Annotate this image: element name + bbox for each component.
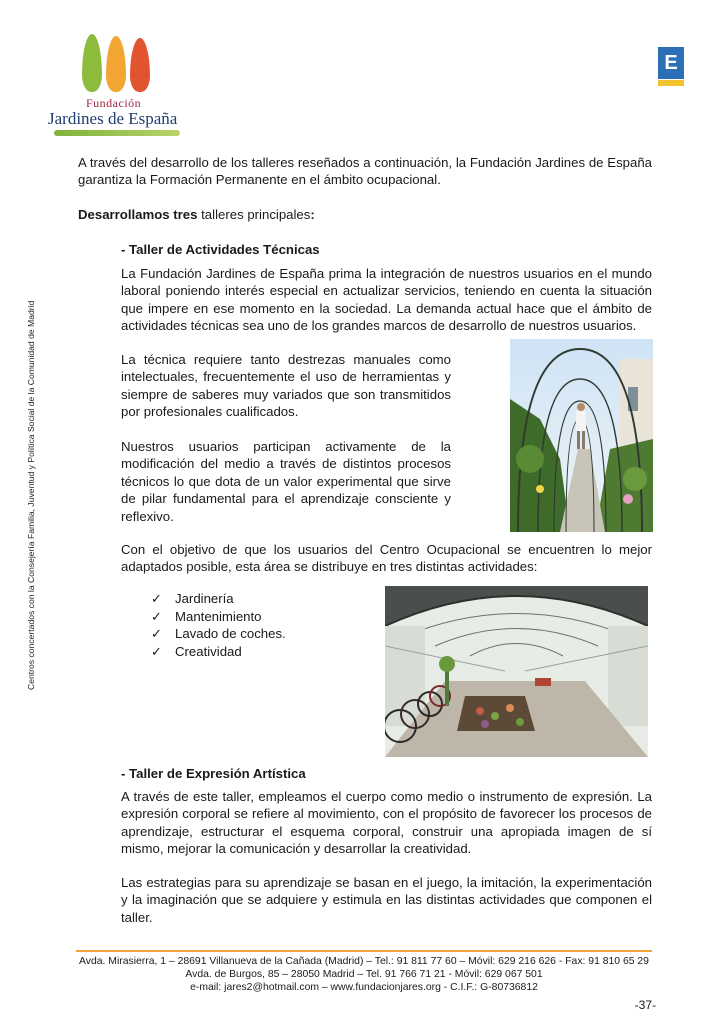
footer-address-2: Avda. de Burgos, 85 – 28050 Madrid – Tel. 91 766 71 21 - Móvil: 629 067 501 [185, 969, 543, 980]
excellence-badge-strip [658, 80, 684, 86]
check-icon: ✓ [151, 608, 162, 624]
foundation-logo [48, 34, 188, 142]
list-item [151, 608, 351, 626]
three-workshops-colon: : [310, 207, 315, 222]
check-icon: ✓ [151, 591, 162, 606]
check-icon: ✓ [151, 626, 162, 641]
three-workshops-line [78, 206, 652, 223]
activities-list [151, 590, 351, 660]
section1-paragraph3: Nuestros usuarios participan activamente de la modificación del medio a través de distintos procesos técnicos lo que dota de un valor experimental que sirve de pilar fundamental para el aprendizaje consciente y reflexivo. [121, 439, 451, 524]
three-workshops-normal: talleres principales [197, 207, 311, 222]
footer-contact: e-mail: jares2@hotmail.com – www.fundacionjares.org - C.I.F.: G-80736812 [190, 982, 538, 993]
section1-paragraph2: La técnica requiere tanto destrezas manuales como intelectuales, frecuentemente el uso de herramientas y siempre de saberes muy variados que son transmitidos por profesionales cualificados. [121, 352, 451, 420]
logo-text-jardines: Jardines de España [48, 109, 178, 128]
activity-label: Mantenimiento [175, 608, 262, 624]
green-leaf-icon [82, 34, 102, 92]
section1-paragraph1: La Fundación Jardines de España prima la integración de nuestros usuarios en el mundo laboral poniendo interés especial en actualizar servicios, teniendo en cuenta la situación que impere en ese momento en la sociedad. La demanda actual hace que el ámbito de actividades técnicas sea uno de los grandes marcos de desarrollo de nuestros usuarios. [121, 266, 652, 334]
section1-paragraph4: Con el objetivo de que los usuarios del Centro Ocupacional se encuentren lo mejor adaptados posible, esta área se distribuye en tres distintas actividades: [121, 542, 652, 575]
excellence-badge-letter: E [658, 47, 684, 79]
activity-label: Creatividad [175, 643, 242, 659]
list-item [151, 643, 351, 661]
check-icon: ✓ [151, 643, 162, 659]
excellence-badge [658, 47, 684, 87]
footer-divider [76, 950, 652, 952]
red-leaf-icon [130, 38, 150, 92]
activity-label: Jardinería [175, 591, 234, 606]
list-item [151, 590, 351, 608]
list-item [151, 625, 351, 643]
orange-leaf-icon [106, 36, 126, 92]
section1-title: - Taller de Actividades Técnicas [121, 242, 320, 257]
activity-label: Lavado de coches. [175, 626, 286, 641]
footer-address-1: Avda. Mirasierra, 1 – 28691 Villanueva de la Cañada (Madrid) – Tel.: 91 811 77 60 – Móvil: 629 216 626 - Fax: 91 810 65 29 [79, 956, 649, 967]
section2-title: - Taller de Expresión Artística [121, 766, 306, 781]
logo-swoosh [54, 130, 180, 136]
intro-paragraph: A través del desarrollo de los talleres reseñados a continuación, la Fundación Jardines de España garantiza la Formación Permanente en el ámbito ocupacional. [78, 155, 652, 188]
section2-paragraph2: Las estrategias para su aprendizaje se basan en el juego, la imitación, la experimentación y la imaginación que se adquiere y estimula en las distintas actividades que componen el taller. [121, 875, 652, 925]
greenhouse-photo [385, 586, 648, 757]
three-workshops-bold: Desarrollamos tres [78, 207, 198, 222]
garden-arch-photo [510, 339, 653, 532]
section2-paragraph1: A través de este taller, empleamos el cuerpo como medio o instrumento de expresión. La expresión corporal se refiere al movimiento, con el propósito de favorecer los procesos de aprendizaje, estructurar el esquema corporal, construir una apropiada imagen de sí mismo, mejorar la comunicación y desarrollar la creatividad. [121, 789, 652, 857]
side-vertical-text: Centros concertados con la Consejería Familia, Juventud y Política Social de la Comunidad de Madrid [26, 300, 36, 690]
page-number: -37- [634, 998, 656, 1012]
logo-text-fundacion: Fundación [86, 96, 142, 110]
